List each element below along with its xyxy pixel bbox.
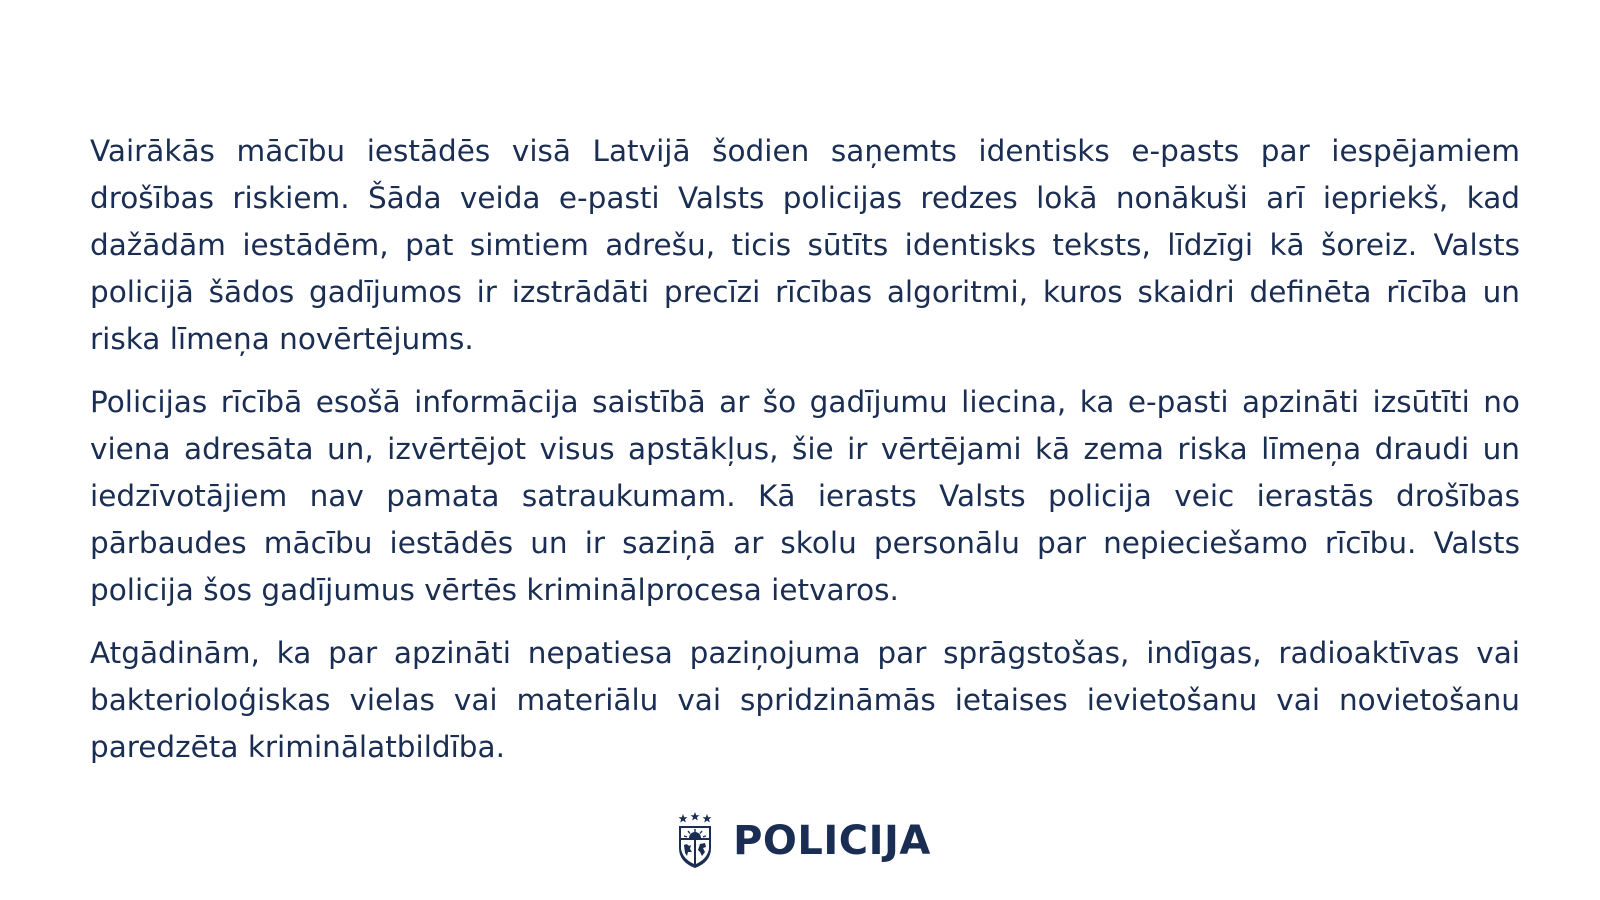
statement-paragraph-3: Atgādinām, ka par apzināti nepatiesa paziņojuma par sprāgstošas, indīgas, radioaktīvas vai bakterioloģiskas vielas vai materiālu vai spridzināmās ietaises ievietošanu vai novietošanu paredzēta kriminālatbildība. [90,636,1520,764]
press-statement [90,128,1520,787]
police-logo [0,812,1600,870]
latvian-coat-of-arms-icon [675,812,715,870]
statement-paragraph-2: Policijas rīcībā esošā informācija saistībā ar šo gadījumu liecina, ka e-pasti apzināti izsūtīti no viena adresāta un, izvērtējot visus apstākļus, šie ir vērtējami kā zema riska līmeņa draudi un iedzīvotājiem nav pamata satraukumam. Kā ierasts Valsts policija veic ierastās drošības pārbaudes mācību iestādēs un ir saziņā ar skolu personālu par nepieciešamo rīcību. Valsts policija šos gadījumus vērtēs kriminālprocesa ietvaros. [90,385,1520,607]
statement-paragraph-1: Vairākās mācību iestādēs visā Latvijā šodien saņemts identisks e-pasts par iespējamiem drošības riskiem. Šāda veida e-pasti Valsts policijas redzes lokā nonākuši arī iepriekš, kad dažādām iestādēm, pat simtiem adrešu, ticis sūtīts identisks teksts, līdzīgi kā šoreiz. Valsts policijā šādos gadījumos ir izstrādāti precīzi rīcības algoritmi, kuros skaidri definēta rīcība un riska līmeņa novērtējums. [90,134,1520,356]
police-logo-text: POLICIJA [733,818,931,864]
